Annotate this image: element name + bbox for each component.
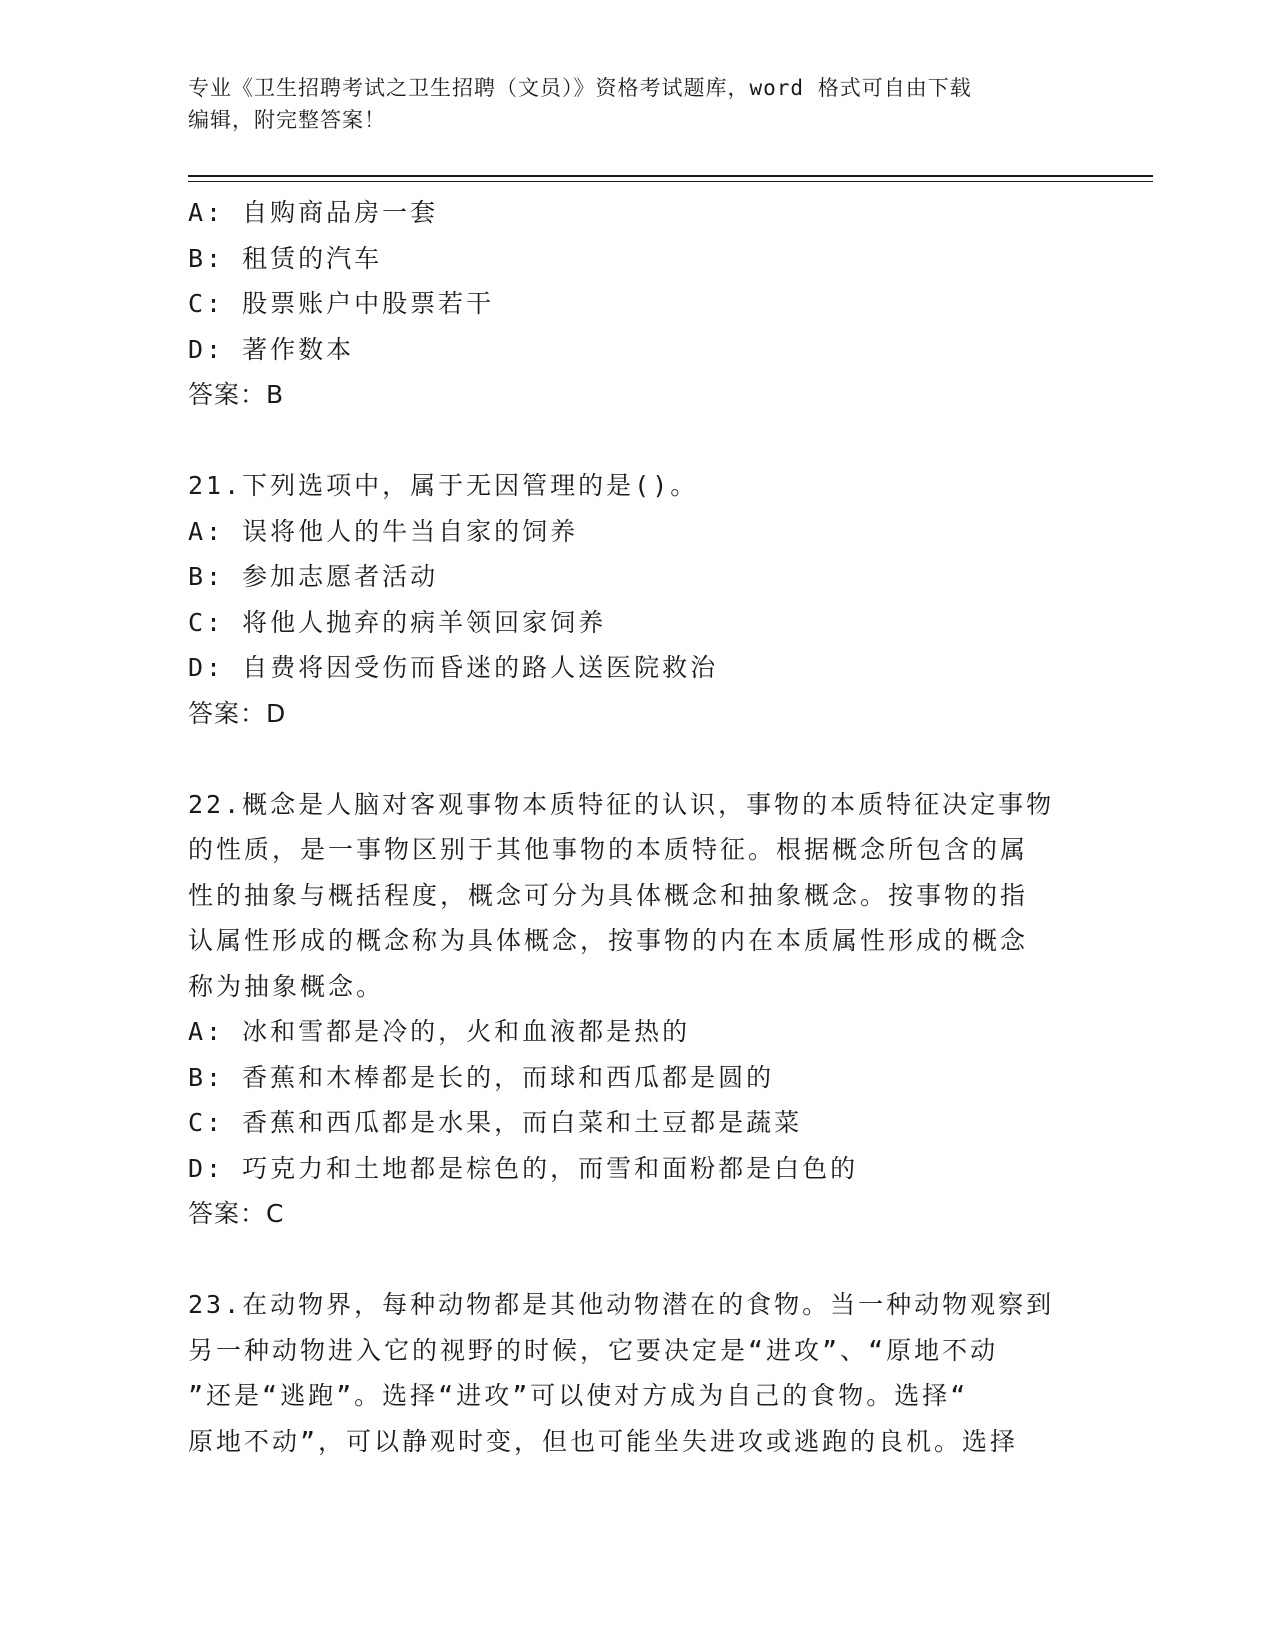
- question-22-stem: [188, 782, 1078, 1010]
- question-21-stem: 21.下列选项中，属于无因管理的是()。: [188, 471, 699, 500]
- question-23-stem-line: 另一种动物进入它的视野的时候，它要决定是“进攻”、“原地不动: [188, 1335, 999, 1365]
- spacer: [188, 1237, 1088, 1283]
- question-22-stem-line: 认属性形成的概念称为具体概念，按事物的内在本质属性形成的概念: [188, 926, 1029, 955]
- question-22-option-a: A: 冰和雪都是冷的，火和血液都是热的: [188, 1017, 691, 1046]
- question-content: [188, 190, 1088, 1464]
- question-23-stem: [188, 1282, 1078, 1464]
- question-22-option-d: D: 巧克力和土地都是棕色的，而雪和面粉都是白色的: [188, 1153, 859, 1183]
- header-divider-thin: [188, 181, 1153, 182]
- question-21-block: [188, 463, 1088, 736]
- question-20-option-d: D: 著作数本: [188, 334, 355, 364]
- question-22-stem-line: 称为抽象概念。: [188, 971, 385, 1001]
- question-20-option-c: C: 股票账户中股票若干: [188, 289, 495, 318]
- document-header: [188, 72, 1068, 136]
- question-22-option-b: B: 香蕉和木棒都是长的，而球和西瓜都是圆的: [188, 1062, 775, 1092]
- question-21-option-d: D: 自费将因受伤而昏迷的路人送医院救治: [188, 653, 719, 682]
- question-21-option-a: A: 误将他人的牛当自家的饲养: [188, 516, 579, 546]
- spacer: [188, 418, 1088, 464]
- question-21-answer: 答案：D: [188, 698, 287, 728]
- question-22-answer: 答案：C: [188, 1199, 285, 1228]
- question-22-block: [188, 782, 1088, 1237]
- question-22-option-c: C: 香蕉和西瓜都是水果，而白菜和土豆都是蔬菜: [188, 1108, 803, 1137]
- question-22-stem-line: 的性质，是一事物区别于其他事物的本质特征。根据概念所包含的属: [188, 835, 1029, 864]
- question-20-answer: 答案：B: [188, 380, 285, 409]
- question-22-stem-line: 22.概念是人脑对客观事物本质特征的认识，事物的本质特征决定事物: [188, 789, 1055, 819]
- question-23-stem-line: 原地不动”，可以静观时变，但也可能坐失进攻或逃跑的良机。选择: [188, 1426, 1019, 1456]
- question-21-option-b: B: 参加志愿者活动: [188, 562, 439, 591]
- question-23-stem-line: 23.在动物界，每种动物都是其他动物潜在的食物。当一种动物观察到: [188, 1290, 1055, 1319]
- question-23-block: [188, 1282, 1088, 1464]
- question-20-option-b: B: 租赁的汽车: [188, 243, 383, 273]
- header-divider-thick: [188, 175, 1153, 177]
- question-20-block: [188, 190, 1088, 418]
- header-line-1: 专业《卫生招聘考试之卫生招聘（文员）》资格考试题库，word 格式可自由下载: [188, 76, 972, 100]
- question-21-option-c: C: 将他人抛弃的病羊领回家饲养: [188, 607, 607, 637]
- question-20-option-a: A: 自购商品房一套: [188, 198, 439, 227]
- spacer: [188, 736, 1088, 782]
- question-23-stem-line: ”还是“逃跑”。选择“进攻”可以使对方成为自己的食物。选择“: [188, 1381, 969, 1410]
- question-22-stem-line: 性的抽象与概括程度，概念可分为具体概念和抽象概念。按事物的指: [188, 880, 1029, 910]
- header-line-2: 编辑，附完整答案！: [188, 108, 386, 132]
